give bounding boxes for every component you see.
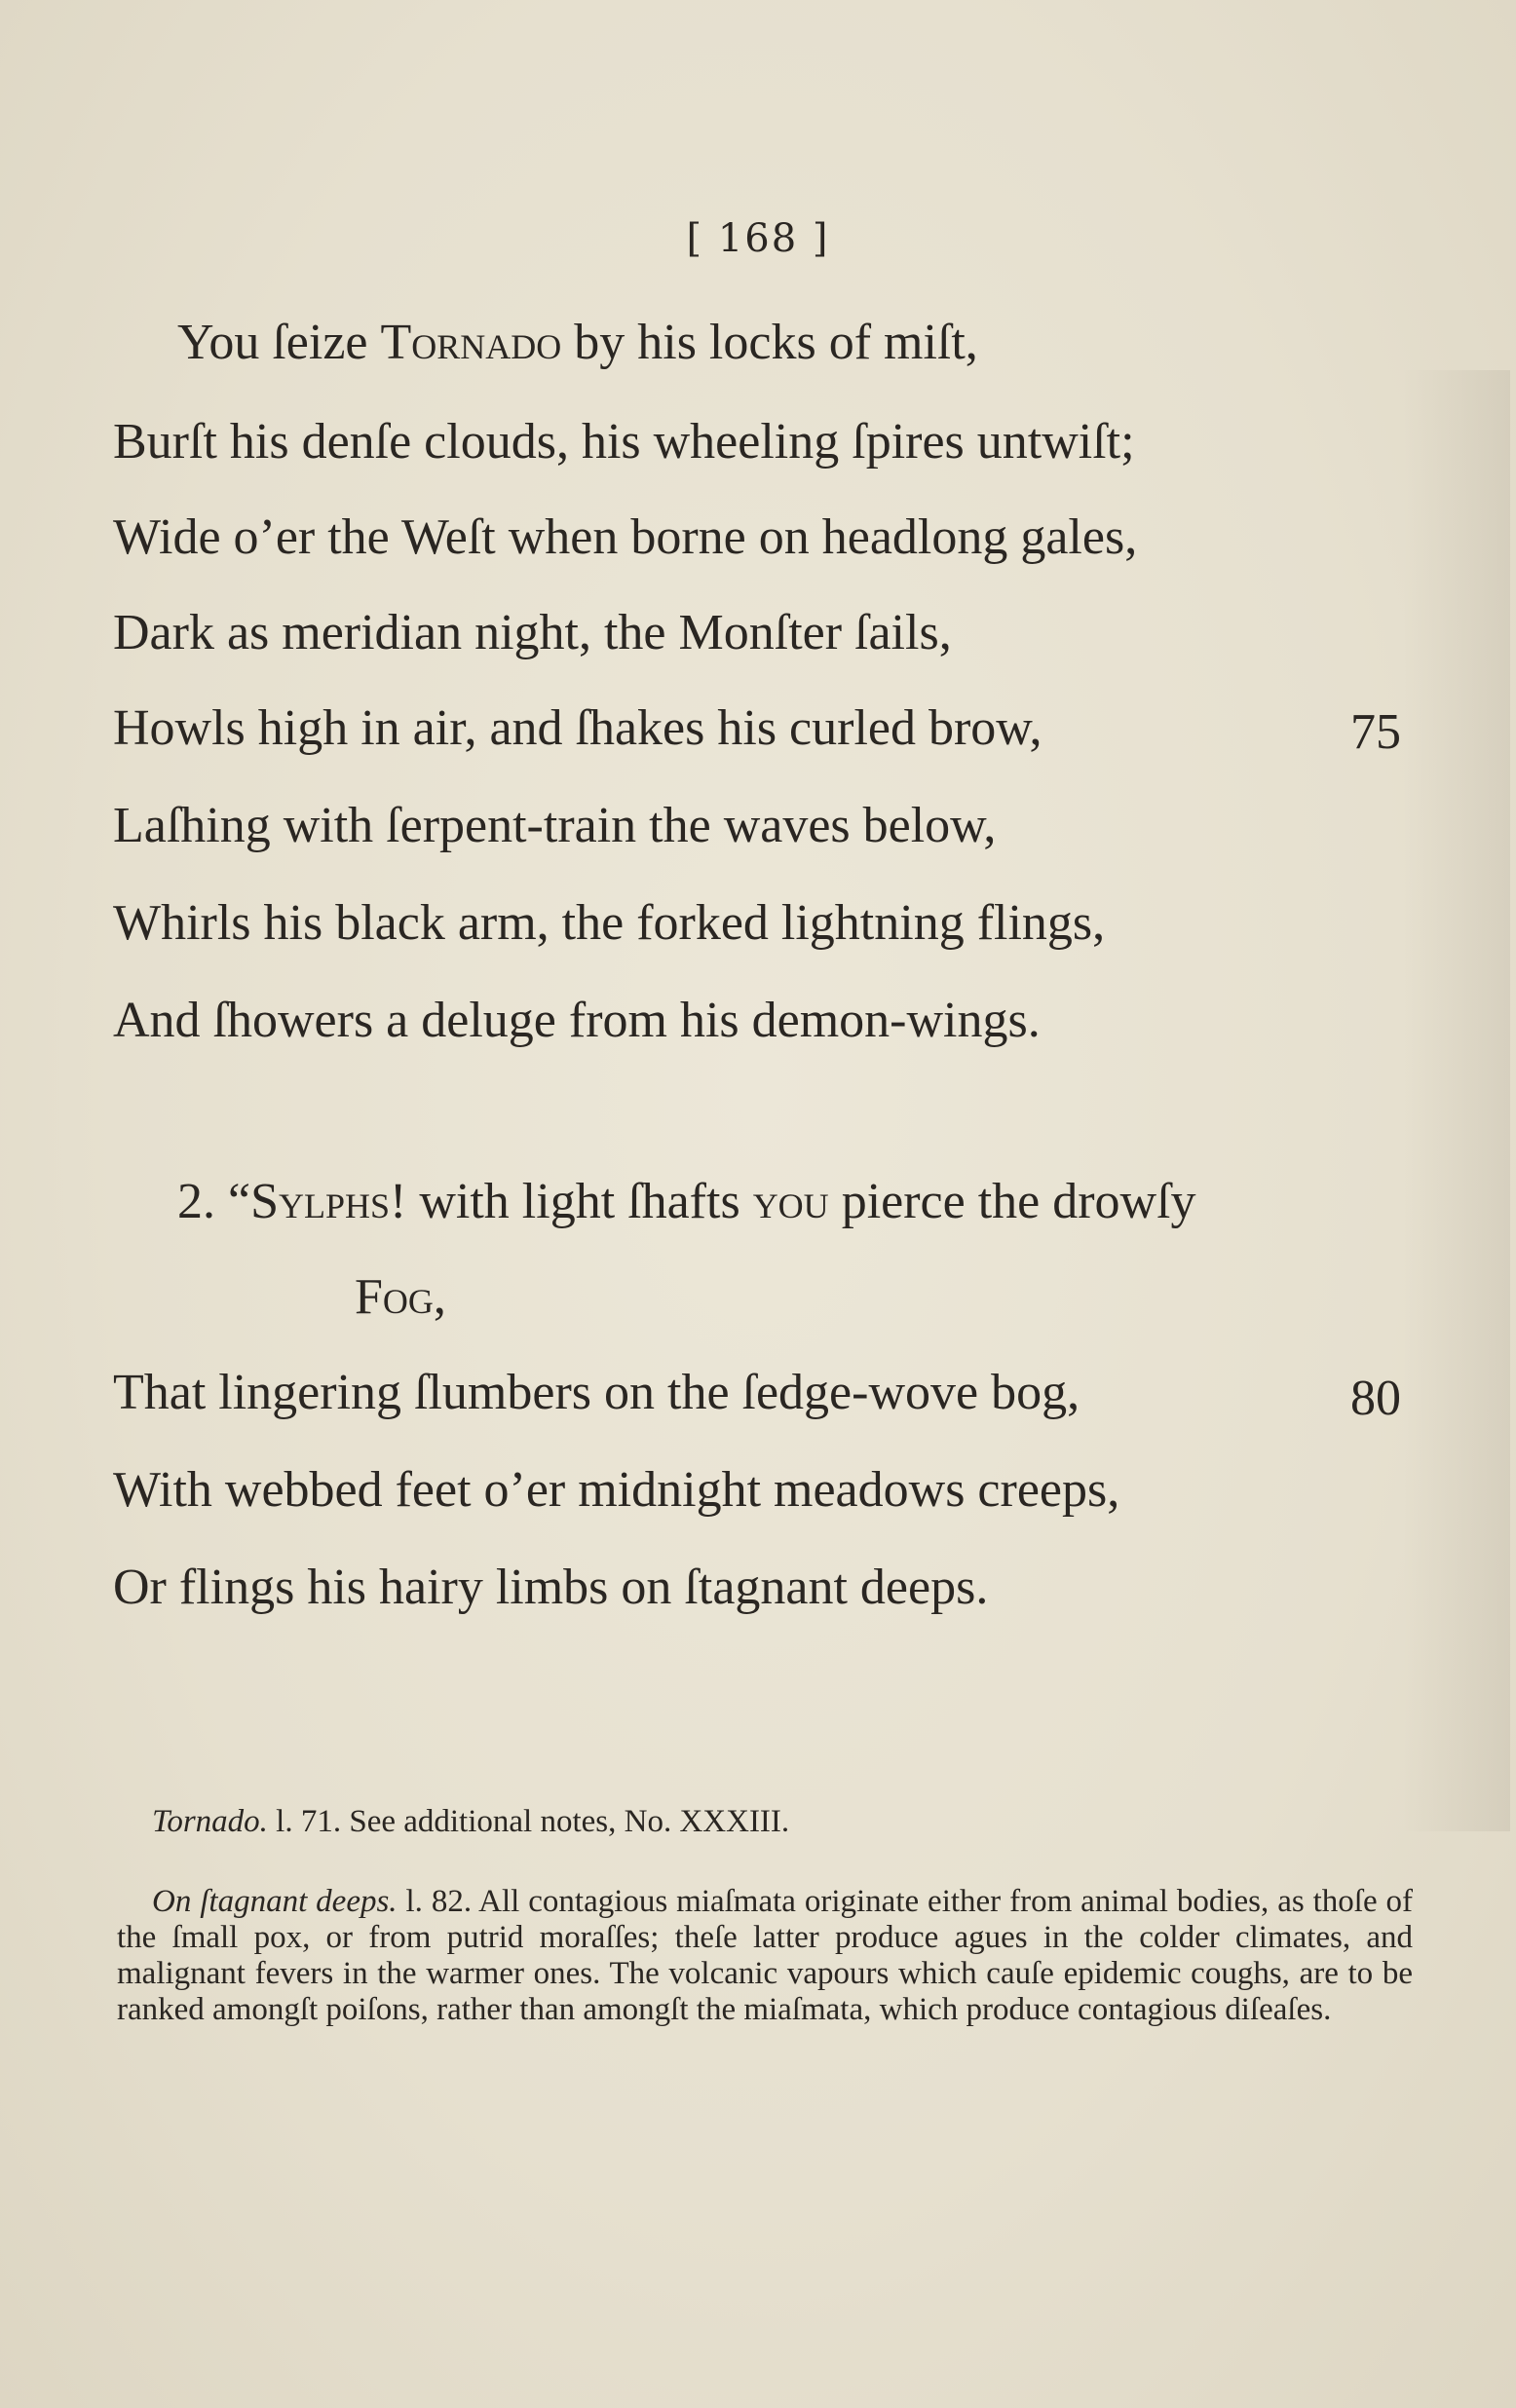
verse-line-12: Or flings his hairy limbs on ſtagnant deeps. bbox=[113, 1560, 989, 1615]
verse-line-1: You ſeize Tornado by his locks of miſt, bbox=[177, 315, 978, 370]
line-number-75: 75 bbox=[1350, 704, 1401, 760]
page-number: [ 168 ] bbox=[686, 216, 830, 261]
verse-line-6: Laſhing with ſerpent-train the waves below, bbox=[113, 798, 997, 853]
verse-line-8: And ſhowers a deluge from his demon-wings. bbox=[113, 993, 1041, 1048]
verse-line-5: Howls high in air, and ſhakes his curled brow, bbox=[113, 700, 1042, 756]
verse-line-9-continued: Fog, bbox=[355, 1269, 446, 1325]
verse-line-2: Burſt his denſe clouds, his wheeling ſpires untwiſt; bbox=[113, 414, 1135, 470]
page-bleed-shadow bbox=[1403, 370, 1510, 1831]
line-number-80: 80 bbox=[1350, 1371, 1401, 1426]
verse-line-10: That lingering ſlumbers on the ſedge-wove bog, bbox=[113, 1365, 1080, 1420]
footnote-stagnant-deeps: On ſtagnant deeps. l. 82. All contagious miaſmata originate either from animal bodies, as thoſe of the ſmall pox, or from putrid moraſſes; theſe latter produce agues in the colder climates, and malignant fevers in the warmer ones. The volcanic vapours which cauſe epidemic coughs, are to be ranked amongſt poiſons, rather than amongſt the miaſmata, which produce contagious diſeaſes. bbox=[117, 1884, 1413, 2027]
verse-line-7: Whirls his black arm, the forked lightning flings, bbox=[113, 895, 1106, 951]
footnote-tornado: Tornado. l. 71. See additional notes, No. XXXIII. bbox=[152, 1804, 790, 1839]
verse-line-3: Wide o’er the Weſt when borne on headlong gales, bbox=[113, 509, 1138, 565]
verse-line-11: With webbed feet o’er midnight meadows creeps, bbox=[113, 1462, 1120, 1518]
verse-line-4: Dark as meridian night, the Monſter ſails, bbox=[113, 605, 952, 660]
verse-line-9: 2. “Sylphs! with light ſhafts you pierce the drowſy bbox=[177, 1174, 1196, 1229]
